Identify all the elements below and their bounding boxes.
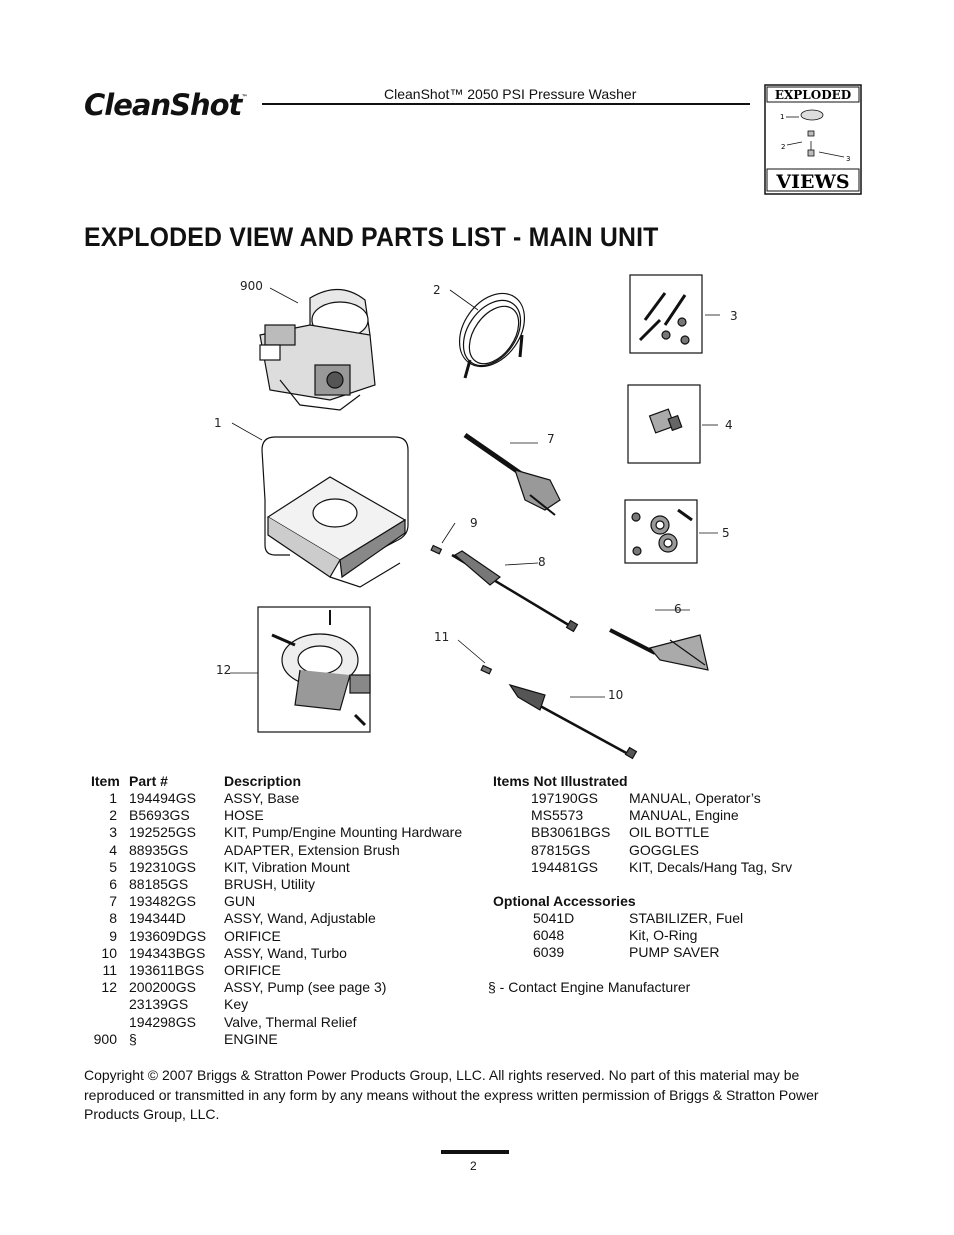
page-number: 2 — [470, 1159, 477, 1173]
badge-top-text: EXPLODED — [774, 88, 852, 102]
callout-2: 2 — [433, 283, 441, 297]
part-number: 88935GS — [129, 841, 189, 858]
part-item-number: 7 — [109, 893, 117, 910]
header-title: CleanShot™ 2050 PSI Pressure Washer — [384, 86, 637, 102]
part-number: 200200GS — [129, 979, 196, 996]
accessory-description: PUMP SAVER — [629, 944, 720, 961]
not-illustrated-part-number: 197190GS — [531, 790, 598, 806]
callout-3: 3 — [730, 309, 738, 323]
part-item-number: 9 — [109, 927, 117, 944]
part-description: Valve, Thermal Relief — [224, 1013, 357, 1030]
part-description: ENGINE — [224, 1030, 278, 1047]
callout-10: 10 — [608, 688, 624, 702]
part-item-number: 5 — [109, 858, 117, 875]
header-rule — [262, 103, 750, 105]
part-description: Key — [224, 996, 249, 1013]
part-number: 193611BGS — [129, 962, 205, 978]
part-number: 194494GS — [129, 790, 196, 806]
badge-callout-3: 3 — [846, 155, 851, 163]
part-description: HOSE — [224, 807, 264, 824]
logo-text: CleanShot — [84, 88, 242, 122]
part-description: ASSY, Wand, Turbo — [224, 944, 347, 961]
not-illustrated-heading: Items Not Illustrated — [493, 773, 628, 789]
brand-logo — [84, 88, 246, 122]
header-part: Part # — [129, 773, 168, 789]
part-description: ADAPTER, Extension Brush — [224, 841, 400, 858]
hardware-kit-illustration — [630, 275, 702, 353]
part-number: 194298GS — [129, 1013, 196, 1030]
part-description: ASSY, Base — [224, 790, 300, 806]
logo-trademark: ™ — [241, 94, 247, 101]
not-illustrated-description: MANUAL, Operator’s — [629, 790, 761, 806]
not-illustrated-description: OIL BOTTLE — [629, 824, 710, 841]
part-item-number: 12 — [101, 979, 117, 996]
part-description: KIT, Vibration Mount — [224, 858, 350, 875]
accessory-description: STABILIZER, Fuel — [629, 910, 744, 926]
part-number: 193482GS — [129, 893, 196, 910]
header-description: Description — [224, 773, 302, 789]
part-number: 192310GS — [129, 858, 196, 875]
part-item-number: 1 — [109, 790, 117, 806]
hose-illustration — [446, 281, 538, 379]
accessory-description: Kit, O-Ring — [629, 927, 698, 944]
not-illustrated-part-number: BB3061BGS — [531, 824, 611, 841]
part-item-number: 6 — [109, 876, 117, 892]
exploded-views-badge — [764, 84, 862, 195]
not-illustrated-part-number: 194481GS — [531, 858, 598, 875]
part-description: KIT, Pump/Engine Mounting Hardware — [224, 824, 463, 841]
vibration-mount-box-illustration — [625, 500, 697, 563]
accessory-part-number: 6039 — [533, 944, 565, 961]
callout-4: 4 — [725, 418, 733, 432]
callout-8: 8 — [538, 555, 546, 569]
part-description: ORIFICE — [224, 962, 281, 978]
brush-illustration — [610, 630, 708, 670]
part-number: 194344D — [129, 910, 186, 927]
adjustable-wand-illustration — [452, 551, 577, 631]
part-number: 23139GS — [129, 996, 189, 1013]
adapter-box-illustration — [628, 385, 700, 463]
part-item-number: 10 — [101, 944, 117, 961]
accessory-part-number: 6048 — [533, 927, 565, 944]
part-item-number: 900 — [93, 1030, 117, 1047]
part-description: ASSY, Pump (see page 3) — [224, 979, 387, 996]
base-frame-illustration — [262, 437, 408, 587]
callout-9: 9 — [470, 516, 478, 530]
callout-7: 7 — [547, 432, 555, 446]
callout-900: 900 — [240, 279, 263, 293]
part-item-number: 11 — [102, 962, 117, 978]
accessory-part-number: 5041D — [533, 910, 575, 926]
badge-callout-2: 2 — [781, 143, 786, 151]
not-illustrated-description: KIT, Decals/Hang Tag, Srv — [629, 858, 793, 875]
callout-1: 1 — [214, 416, 222, 430]
part-number: § — [129, 1030, 137, 1047]
not-illustrated-description: GOGGLES — [629, 841, 700, 858]
page-title: EXPLODED VIEW AND PARTS LIST - MAIN UNIT — [84, 222, 659, 252]
part-item-number: 3 — [109, 824, 117, 841]
not-illustrated-description: MANUAL, Engine — [629, 807, 739, 824]
footer-bar — [441, 1150, 509, 1154]
part-description: BRUSH, Utility — [224, 876, 316, 892]
part-item-number: 4 — [109, 841, 117, 858]
not-illustrated-part-number: 87815GS — [531, 841, 591, 858]
copyright-text: Copyright © 2007 Briggs & Stratton Power Products Group, LLC. All rights reserved. No part of this material may be reproduced or transmitted in any form by any means without the express written permission of Briggs & Stratton Power Products Group, LLC. — [84, 1067, 819, 1122]
callout-6: 6 — [674, 602, 682, 616]
gun-illustration — [465, 435, 560, 515]
part-number: 88185GS — [129, 876, 189, 892]
optional-accessories-heading: Optional Accessories — [493, 893, 636, 909]
callout-11: 11 — [434, 630, 450, 644]
part-number: 192525GS — [129, 824, 196, 841]
header-item: Item — [91, 773, 120, 789]
badge-bottom-text: VIEWS — [776, 171, 850, 193]
part-description: GUN — [224, 893, 256, 910]
part-description: ORIFICE — [224, 927, 281, 944]
orifice-11-illustration — [481, 665, 491, 673]
not-illustrated-part-number: MS5573 — [531, 807, 584, 824]
part-item-number: 2 — [109, 807, 117, 824]
part-description: ASSY, Wand, Adjustable — [224, 910, 376, 927]
callout-5: 5 — [722, 526, 730, 540]
part-number: 194343BGS — [129, 944, 206, 961]
pump-box-illustration — [258, 607, 370, 732]
footnote: § - Contact Engine Manufacturer — [488, 979, 691, 995]
callout-12: 12 — [216, 663, 232, 677]
engine-illustration — [260, 289, 375, 410]
orifice-9-illustration — [431, 545, 441, 553]
part-number: B5693GS — [129, 807, 190, 824]
part-item-number: 8 — [109, 910, 117, 927]
badge-callout-1: 1 — [780, 113, 785, 121]
exploded-view-diagram — [200, 265, 740, 765]
part-number: 193609DGS — [129, 927, 207, 944]
